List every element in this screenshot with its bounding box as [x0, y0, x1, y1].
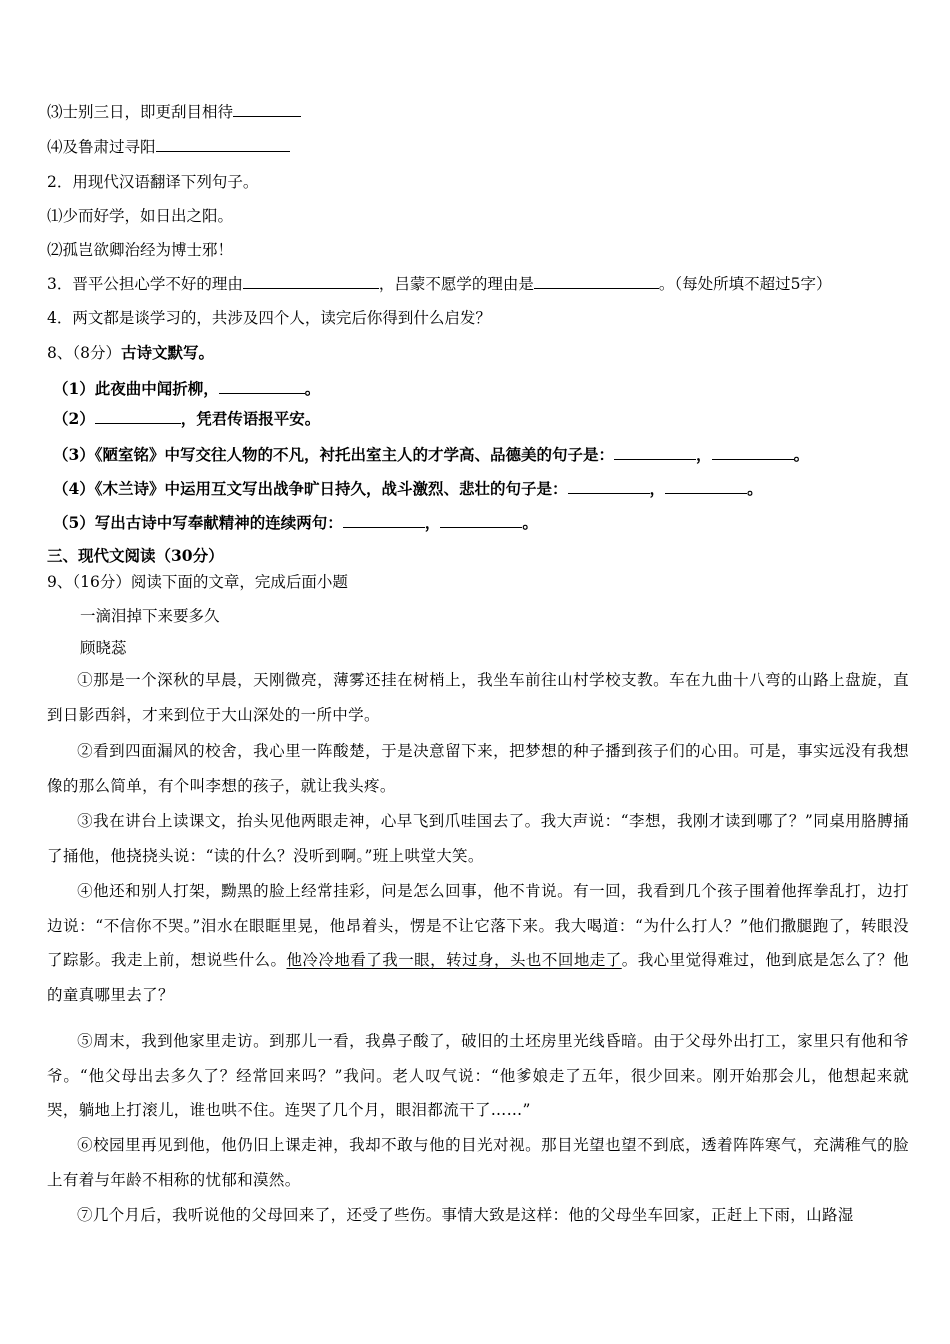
article-title: 一滴泪掉下来要多久	[80, 607, 220, 625]
underlined-sentence: 他冷冷地看了我一眼，转过身，头也不回地走了	[286, 951, 622, 970]
q8-line-2	[53, 409, 320, 429]
q1-item-4	[47, 137, 290, 157]
paragraph-4-text-end: 。我心里觉得难过，他到底是怎么了？他的童真哪里去了？	[47, 951, 909, 1004]
paragraph-6-text: ⑥校园里再见到他，他仍旧上课走神，我却不敢与他的目光对视。那目光望也望不到底，透着阵阵寒气，充满稚气的脸上有着与年龄不相称的忧郁和漠然。	[47, 1136, 909, 1189]
answer-blank[interactable]	[665, 479, 747, 494]
article-paragraph-7	[47, 1198, 909, 1233]
answer-blank[interactable]	[534, 274, 659, 289]
q2-item-1: ⑴少而好学，如日出之阳。	[47, 207, 234, 225]
article-paragraph-5	[47, 1024, 909, 1128]
paragraph-1-text: ①那是一个深秋的早晨，天刚微亮，薄雾还挂在树梢上，我坐车前往山村学校支教。车在九曲十八弯的山路上盘旋，直到日影西斜，才来到位于大山深处的一所中学。	[47, 671, 909, 724]
answer-blank[interactable]	[568, 479, 650, 494]
q3	[47, 274, 832, 294]
paragraph-2-text: ②看到四面漏风的校舍，我心里一阵酸楚，于是决意留下来，把梦想的种子播到孩子们的心田。可是，事实远没有我想像的那么简单，有个叫李想的孩子，就让我头疼。	[47, 742, 909, 795]
article-paragraph-1	[47, 663, 909, 732]
article-paragraph-2	[47, 734, 909, 803]
comma: ，	[696, 445, 712, 464]
q8-line-4	[53, 479, 763, 499]
answer-blank[interactable]	[233, 102, 301, 117]
q1-item-4-text: ⑷及鲁肃过寻阳	[47, 138, 156, 156]
answer-blank[interactable]	[614, 445, 696, 460]
q8-line-5-text: （5）写出古诗中写奉献精神的连续两句：	[53, 513, 343, 532]
q8-title: 古诗文默写。	[120, 343, 214, 362]
q9-header	[47, 572, 348, 592]
q1-item-3	[47, 102, 301, 122]
answer-blank[interactable]	[712, 445, 794, 460]
q2-title: 2．用现代汉语翻译下列句子。	[47, 173, 259, 191]
q8-header	[47, 343, 214, 363]
paragraph-5-text: ⑤周末，我到他家里走访。到那儿一看，我鼻子酸了，破旧的土坯房里光线昏暗。由于父母外出打工，家里只有他和爷爷。“他父母出去多久了？经常回来吗？”我问。老人叹气说：“他爹娘走了五年，很少回来。刚开始那会儿，他想起来就哭，躺地上打滚儿，谁也哄不住。连哭了几个月，眼泪都流干了……”	[47, 1032, 909, 1120]
q4: 4．两文都是谈学习的，共涉及四个人，读完后你得到什么启发？	[47, 309, 491, 327]
answer-blank[interactable]	[156, 137, 290, 152]
q3-post: 。（每处所填不超过5字）	[658, 275, 832, 293]
period: 。	[522, 513, 538, 532]
comma: ，	[649, 479, 666, 498]
article-author: 顾晓蕊	[80, 639, 127, 657]
paragraph-4-text: ④他还和别人打架，黝黑的脸上经常挂彩，问是怎么回事，他不肯说。有一回，我看到几个孩子围着他挥拳乱打，边打边说：“不信你不哭。”泪水在眼眶里晃，他昂着头，愣是不让它落下来。我大喝道：“为什么打人？”他们撒腿跑了，转眼没了踪影。我走上前，想说些什么。	[47, 882, 909, 970]
q8-line-2-num: （2）	[53, 409, 95, 428]
q2-item-2: ⑵孤岂欲卿治经为博士邪！	[47, 241, 234, 259]
comma: ，	[424, 513, 441, 532]
period: 。	[747, 479, 763, 498]
paragraph-3-text: ③我在讲台上读课文，抬头见他两眼走神，心早飞到爪哇国去了。我大声说：“李想，我刚才读到哪了？”同桌用胳膊捅了捅他，他挠挠头说：“读的什么？没听到啊。”班上哄堂大笑。	[47, 812, 909, 865]
q8-line-4-text: （4）《木兰诗》中运用互文写出战争旷日持久，战斗激烈、悲壮的句子是：	[53, 479, 568, 498]
q8-line-3	[53, 445, 809, 465]
q3-mid: ，吕蒙不愿学的理由是	[378, 275, 534, 293]
article-paragraph-3	[47, 804, 909, 873]
q8-line-3-text: （3）《陋室铭》中写交往人物的不凡，衬托出室主人的才学高、品德美的句子是：	[53, 445, 615, 464]
q8-line-1	[53, 379, 320, 399]
answer-blank[interactable]	[219, 379, 305, 394]
answer-blank[interactable]	[440, 513, 522, 528]
answer-blank[interactable]	[95, 409, 181, 424]
q9-number: 9、（16分）	[47, 573, 131, 591]
q8-line-1-text: （1）此夜曲中闻折柳，	[53, 379, 219, 398]
answer-blank[interactable]	[343, 513, 425, 528]
q9-intro: 阅读下面的文章，完成后面小题	[130, 573, 348, 591]
q8-number: 8、（8分）	[47, 344, 121, 362]
paragraph-7-text: ⑦几个月后，我听说他的父母回来了，还受了些伤。事情大致是这样：他的父母坐车回家，正赶上下雨，山路湿	[77, 1206, 854, 1224]
answer-blank[interactable]	[243, 274, 379, 289]
section-3-heading: 三、现代文阅读（30分）	[47, 546, 224, 565]
q8-line-5	[53, 513, 538, 533]
q3-pre: 3．晋平公担心学不好的理由	[47, 275, 243, 293]
article-paragraph-4	[47, 874, 909, 1012]
q8-line-1-end: 。	[304, 379, 321, 398]
q1-item-3-text: ⑶士别三日，即更刮目相待	[47, 103, 234, 121]
q8-line-2-text: ，凭君传语报平安。	[180, 409, 321, 428]
period: 。	[793, 445, 810, 464]
article-paragraph-6	[47, 1128, 909, 1197]
